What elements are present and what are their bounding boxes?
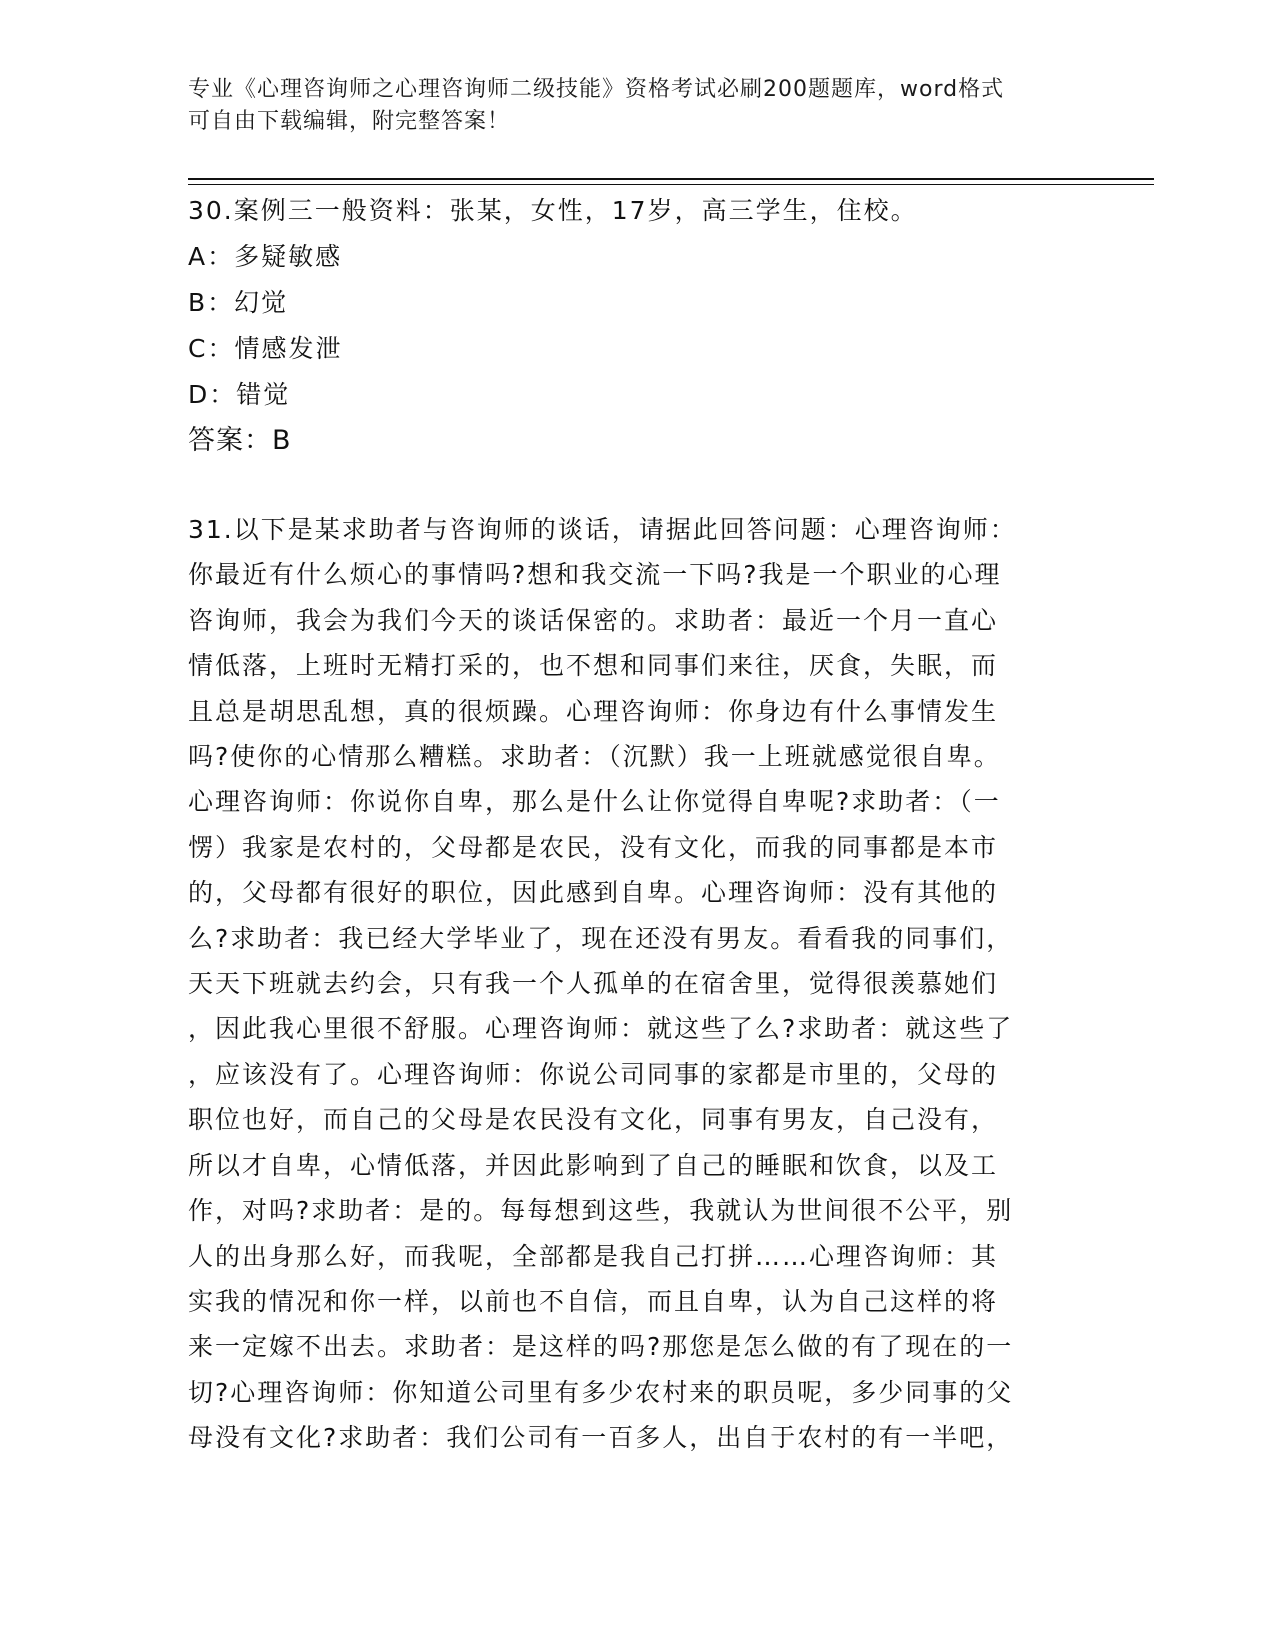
paragraph-line: ，因此我心里很不舒服。心理咨询师：就这些了么?求助者：就这些了 [188,1014,1014,1044]
paragraph-line: 愣）我家是农村的，父母都是农民，没有文化，而我的同事都是本市 [188,832,999,862]
paragraph-line: 你最近有什么烦心的事情吗?想和我交流一下吗?我是一个职业的心理 [188,560,1002,590]
question-31 [188,507,1068,1461]
paragraph-line: 人的出身那么好，而我呢，全部都是我自己打拼……心理咨询师：其 [188,1241,999,1271]
paragraph-line: 咨询师，我会为我们今天的谈话保密的。求助者：最近一个月一直心 [188,605,999,635]
document-header [188,74,1068,138]
paragraph-line: 的，父母都有很好的职位，因此感到自卑。心理咨询师：没有其他的 [188,878,999,908]
question-stem: 30.案例三一般资料：张某，女性，17岁，高三学生，住校。 [188,196,918,225]
paragraph-line: ，应该没有了。心理咨询师：你说公司同事的家都是市里的，父母的 [188,1059,999,1089]
answer-line: 答案：B [188,425,292,456]
paragraph-line: 且总是胡思乱想，真的很烦躁。心理咨询师：你身边有什么事情发生 [188,696,999,726]
header-title-line-2: 可自由下载编辑，附完整答案！ [188,109,511,134]
paragraph-line: 实我的情况和你一样，以前也不自信，而且自卑，认为自己这样的将 [188,1286,999,1316]
header-title-line-1: 专业《心理咨询师之心理咨询师二级技能》资格考试必刷200题题库，word格式 [188,77,1005,102]
option-a: A：多疑敏感 [188,242,343,271]
paragraph-line: 母没有文化?求助者：我们公司有一百多人，出自于农村的有一半吧， [188,1423,1014,1453]
paragraph-line: 天天下班就去约会，只有我一个人孤单的在宿舍里，觉得很羡慕她们 [188,969,999,999]
header-divider [188,178,1154,180]
paragraph-line: 吗?使你的心情那么糟糕。求助者：（沉默）我一上班就感觉很自卑。 [188,742,1001,772]
paragraph-line: 心理咨询师：你说你自卑，那么是什么让你觉得自卑呢?求助者：（一 [188,787,1001,817]
option-d: D：错觉 [188,380,291,409]
paragraph-line: 31.以下是某求助者与咨询师的谈话，请据此回答问题：心理咨询师： [188,515,1017,544]
option-c: C：情感发泄 [188,334,343,363]
paragraph-line: 职位也好，而自己的父母是农民没有文化，同事有男友，自己没有， [188,1105,999,1135]
question-30 [188,188,1068,464]
paragraph-line: 情低落，上班时无精打采的，也不想和同事们来往，厌食，失眠，而 [188,651,999,681]
paragraph-line: 么?求助者：我已经大学毕业了，现在还没有男友。看看我的同事们， [188,923,1014,953]
paragraph-line: 作，对吗?求助者：是的。每每想到这些，我就认为世间很不公平，别 [188,1196,1014,1226]
option-b: B：幻觉 [188,288,289,317]
paragraph-line: 来一定嫁不出去。求助者：是这样的吗?那您是怎么做的有了现在的一 [188,1332,1014,1362]
header-divider-thin [188,184,1154,185]
paragraph-line: 切?心理咨询师：你知道公司里有多少农村来的职员呢，多少同事的父 [188,1377,1014,1407]
paragraph-line: 所以才自卑，心情低落，并因此影响到了自己的睡眠和饮食，以及工 [188,1150,999,1180]
